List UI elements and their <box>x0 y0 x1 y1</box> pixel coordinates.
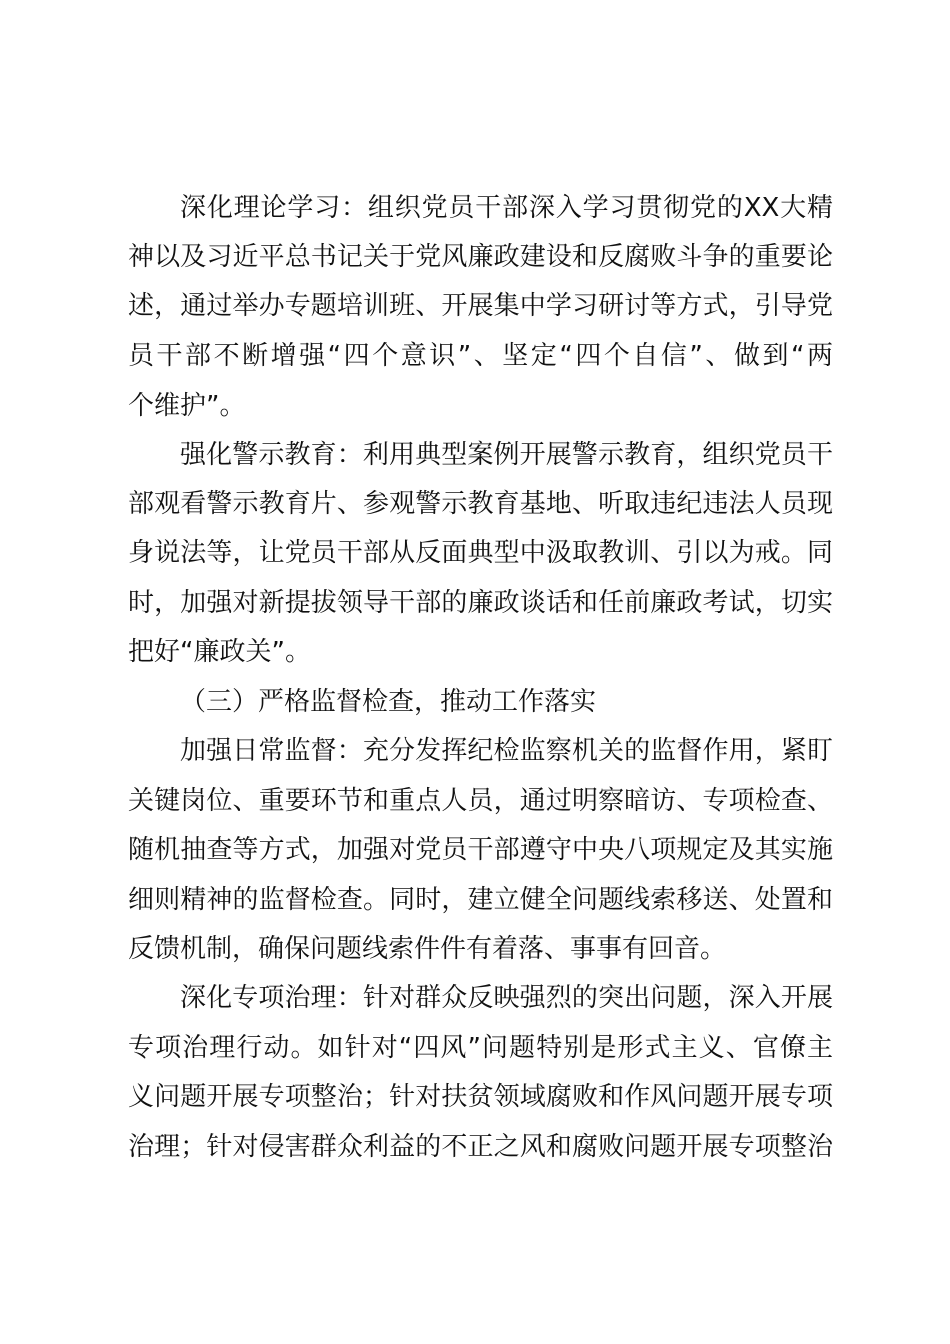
paragraph-3-line-4: 细则精神的监督检查。同时，建立健全问题线索移送、处置和 <box>128 885 833 915</box>
paragraph-2-line-1: 强化警示教育：利用典型案例开展警示教育，组织党员干 <box>180 440 833 470</box>
paragraph-4-line-3: 义问题开展专项整治；针对扶贫领域腐败和作风问题开展专项 <box>128 1082 833 1112</box>
paragraph-3-line-3: 随机抽查等方式，加强对党员干部遵守中央八项规定及其实施 <box>128 835 833 865</box>
paragraph-1-line-5: 个维护”。 <box>128 391 246 421</box>
paragraph-3-line-5: 反馈机制，确保问题线索件件有着落、事事有回音。 <box>128 934 727 964</box>
paragraph-1-line-2: 神以及习近平总书记关于党风廉政建设和反腐败斗争的重要论 <box>128 242 833 272</box>
paragraph-1-line-1: 深化理论学习：组织党员干部深入学习贯彻党的XX大精 <box>180 193 833 223</box>
paragraph-4-line-1: 深化专项治理：针对群众反映强烈的突出问题，深入开展 <box>180 983 833 1013</box>
paragraph-4-line-2: 专项治理行动。如针对“四风”问题特别是形式主义、官僚主 <box>128 1033 833 1063</box>
paragraph-2-line-5: 把好“廉政关”。 <box>128 637 311 667</box>
paragraph-4-line-4: 治理；针对侵害群众利益的不正之风和腐败问题开展专项整治 <box>128 1132 833 1162</box>
paragraph-3-line-2: 关键岗位、重要环节和重点人员，通过明察暗访、专项检查、 <box>128 786 833 816</box>
paragraph-3-line-1: 加强日常监督：充分发挥纪检监察机关的监督作用，紧盯 <box>180 736 833 766</box>
paragraph-1-line-4: 员干部不断增强“四个意识”、坚定“四个自信”、做到“两 <box>128 341 833 371</box>
paragraph-2-line-3: 身说法等，让党员干部从反面典型中汲取教训、引以为戒。同 <box>128 538 833 568</box>
paragraph-1-line-3: 述，通过举办专题培训班、开展集中学习研讨等方式，引导党 <box>128 291 833 321</box>
paragraph-2-line-4: 时，加强对新提拔领导干部的廉政谈话和任前廉政考试，切实 <box>128 588 833 618</box>
section-heading: （三）严格监督检查，推动工作落实 <box>180 687 597 717</box>
paragraph-2-line-2: 部观看警示教育片、参观警示教育基地、听取违纪违法人员现 <box>128 489 833 519</box>
